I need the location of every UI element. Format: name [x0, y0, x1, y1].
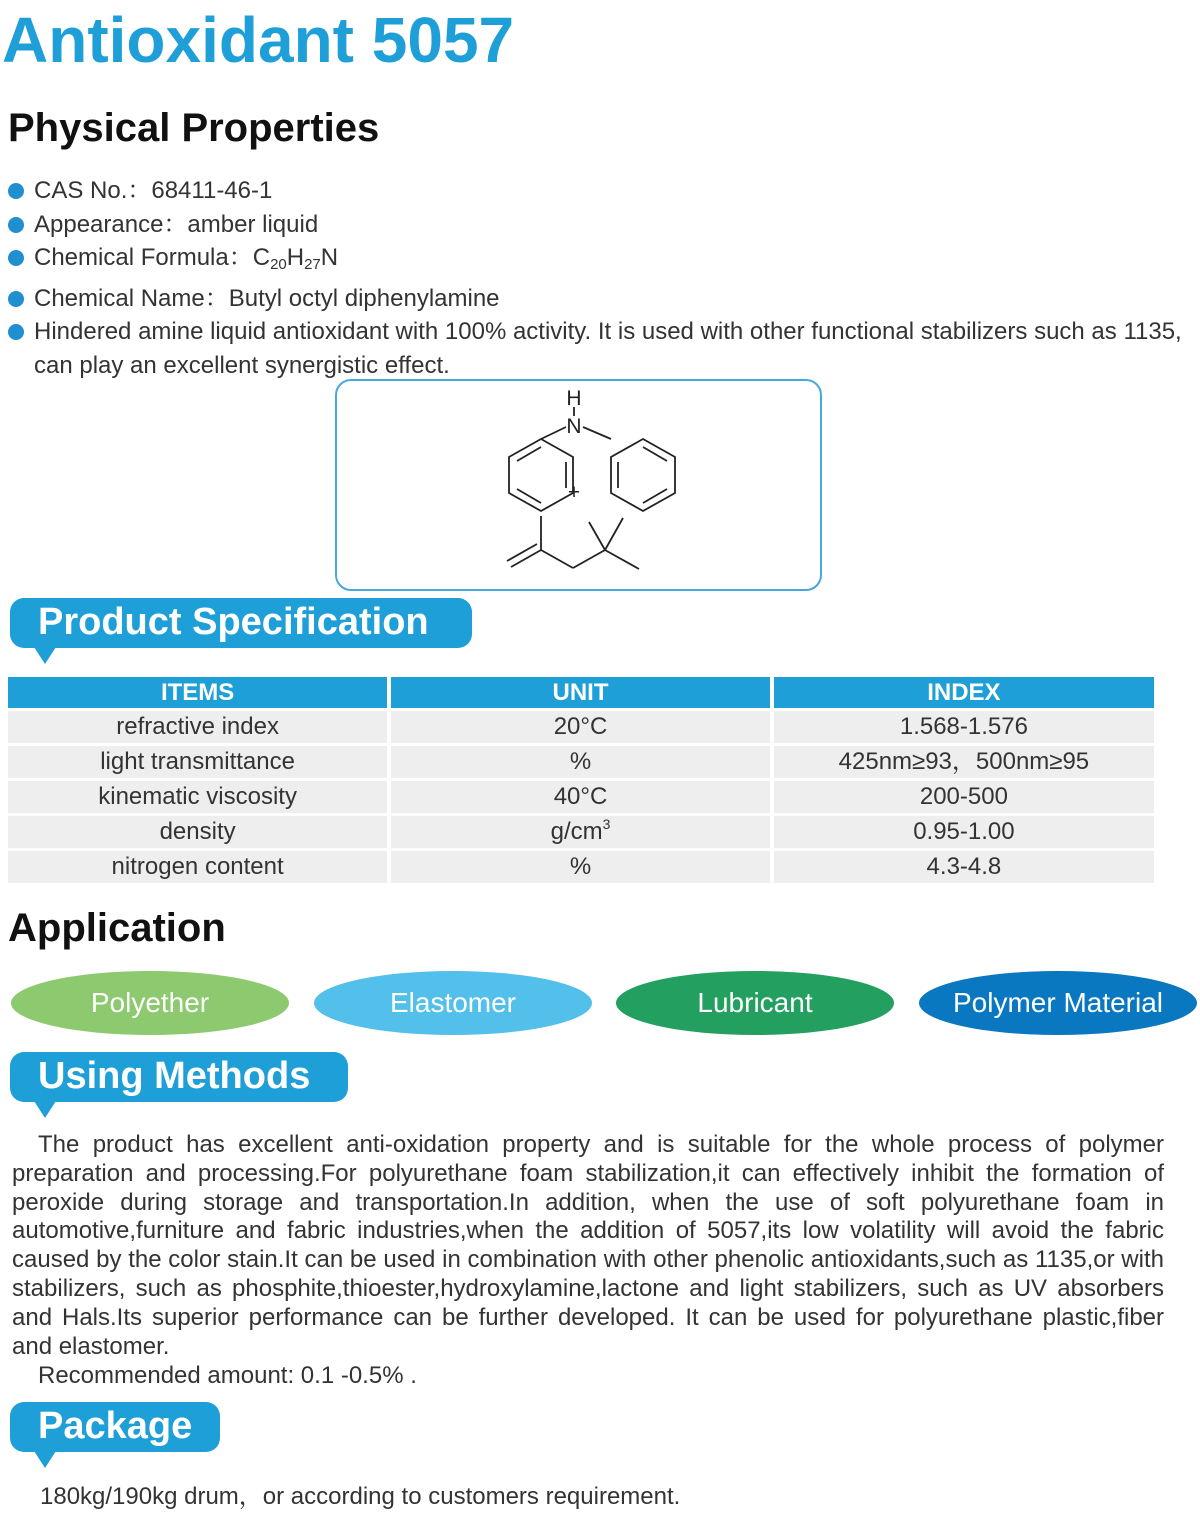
- cas-number: CAS No.：68411-46-1: [34, 177, 273, 204]
- column-header-unit: UNIT: [391, 677, 770, 708]
- cell-index: 0.95-1.00: [774, 816, 1154, 848]
- list-item: [8, 174, 1188, 208]
- list-item: [8, 241, 1188, 282]
- banner-tail-icon: [34, 1451, 56, 1468]
- application-tag-polymer-material: Polymer Material: [919, 971, 1197, 1035]
- specification-table: [4, 674, 1158, 886]
- appearance: Appearance：amber liquid: [34, 210, 319, 238]
- plus-sign: +: [567, 481, 581, 504]
- table-row: [8, 781, 1154, 813]
- cell-item: density: [8, 816, 387, 848]
- hydrogen-label: H: [566, 387, 582, 410]
- cell-index: 1.568-1.576: [774, 711, 1154, 743]
- banner-tail-icon: [34, 647, 56, 664]
- bullet-icon: [8, 250, 24, 266]
- table-row: [8, 851, 1154, 883]
- page-title: Antioxidant 5057: [2, 4, 515, 76]
- physical-properties-heading: Physical Properties: [8, 106, 380, 150]
- bullet-icon: [8, 217, 24, 233]
- product-specification-heading: Product Specification: [38, 601, 429, 643]
- physical-properties-list: [8, 174, 1188, 383]
- recommended-amount: Recommended amount: 0.1 -0.5% .: [38, 1362, 417, 1389]
- formula-n: N: [320, 244, 339, 272]
- cell-item: nitrogen content: [8, 851, 387, 883]
- cell-index: 4.3-4.8: [774, 851, 1154, 883]
- formula-c-subscript: 20: [270, 256, 287, 274]
- chemical-formula-label: Chemical Formula：: [34, 244, 253, 272]
- bullet-icon: [8, 291, 24, 307]
- benzene-ring-right: [611, 439, 675, 511]
- cell-item: refractive index: [8, 711, 387, 743]
- bullet-icon: [8, 183, 24, 199]
- table-header-row: [8, 677, 1154, 708]
- column-header-index: INDEX: [774, 677, 1154, 708]
- chemical-structure-box: [335, 379, 822, 591]
- cell-unit: %: [391, 746, 770, 778]
- product-description: Hindered amine liquid antioxidant with 100% activity. It is used with other functional stabilizers such as 1135, can play an excellent synergistic effect.: [34, 318, 1182, 379]
- banner-tail-icon: [34, 1101, 56, 1118]
- cell-unit: %: [391, 851, 770, 883]
- cell-unit: 40°C: [391, 781, 770, 813]
- table-row: [8, 746, 1154, 778]
- package-heading: Package: [38, 1405, 193, 1447]
- list-item: [8, 315, 1188, 382]
- formula-h: H: [286, 244, 305, 272]
- cell-unit: 20°C: [391, 711, 770, 743]
- cell-index: 425nm≥93，500nm≥95: [774, 746, 1154, 778]
- product-specification-banner: [10, 598, 472, 648]
- column-header-items: ITEMS: [8, 677, 387, 708]
- table-row: [8, 711, 1154, 743]
- application-tag-lubricant: Lubricant: [616, 971, 894, 1035]
- bullet-icon: [8, 324, 24, 340]
- cell-index: 200-500: [774, 781, 1154, 813]
- list-item: [8, 208, 1188, 242]
- cell-item: light transmittance: [8, 746, 387, 778]
- using-methods-paragraph: The product has excellent anti-oxidation property and is suitable for the whole process of polymer preparation and processing.For polyurethane foam stabilization,it can effectively inhibit the formation of peroxide during storage and transportation.In addition, when the use of soft polyurethane foam in automotive,furniture and fabric industries,when the addition of 5057,its low volatility will avoid the fabric caused by the color stain.It can be used in combination with other phenolic antioxidants,such as 1135,or with stabilizers, such as phosphite,thioester,hydroxylamine,lactone and light stabilizers, such as UV absorbers and Hals.Its superior performance can be further developed. It can be used for polyurethane plastic,fiber and elastomer.: [12, 1131, 1164, 1360]
- nitrogen-label: N: [566, 415, 582, 438]
- using-methods-text: [12, 1131, 1164, 1361]
- application-tag-polyether: Polyether: [11, 971, 289, 1035]
- using-methods-banner: [10, 1052, 348, 1102]
- package-banner: [10, 1402, 220, 1452]
- package-text: 180kg/190kg drum，or according to customers requirement.: [40, 1483, 681, 1510]
- cell-item: kinematic viscosity: [8, 781, 387, 813]
- application-heading: Application: [8, 906, 226, 950]
- table-row: [8, 816, 1154, 848]
- using-methods-heading: Using Methods: [38, 1055, 311, 1097]
- unit-superscript: 3: [602, 816, 611, 832]
- chemical-structure-diagram: [337, 381, 824, 593]
- application-tag-elastomer: Elastomer: [314, 971, 592, 1035]
- list-item: [8, 282, 1188, 316]
- benzene-ring-left: [509, 439, 573, 511]
- formula-c: C: [252, 244, 271, 272]
- unit-text: g/cm: [550, 818, 603, 845]
- chemical-name: Chemical Name：Butyl octyl diphenylamine: [34, 284, 500, 312]
- cell-unit: [391, 816, 770, 848]
- formula-h-subscript: 27: [304, 256, 321, 274]
